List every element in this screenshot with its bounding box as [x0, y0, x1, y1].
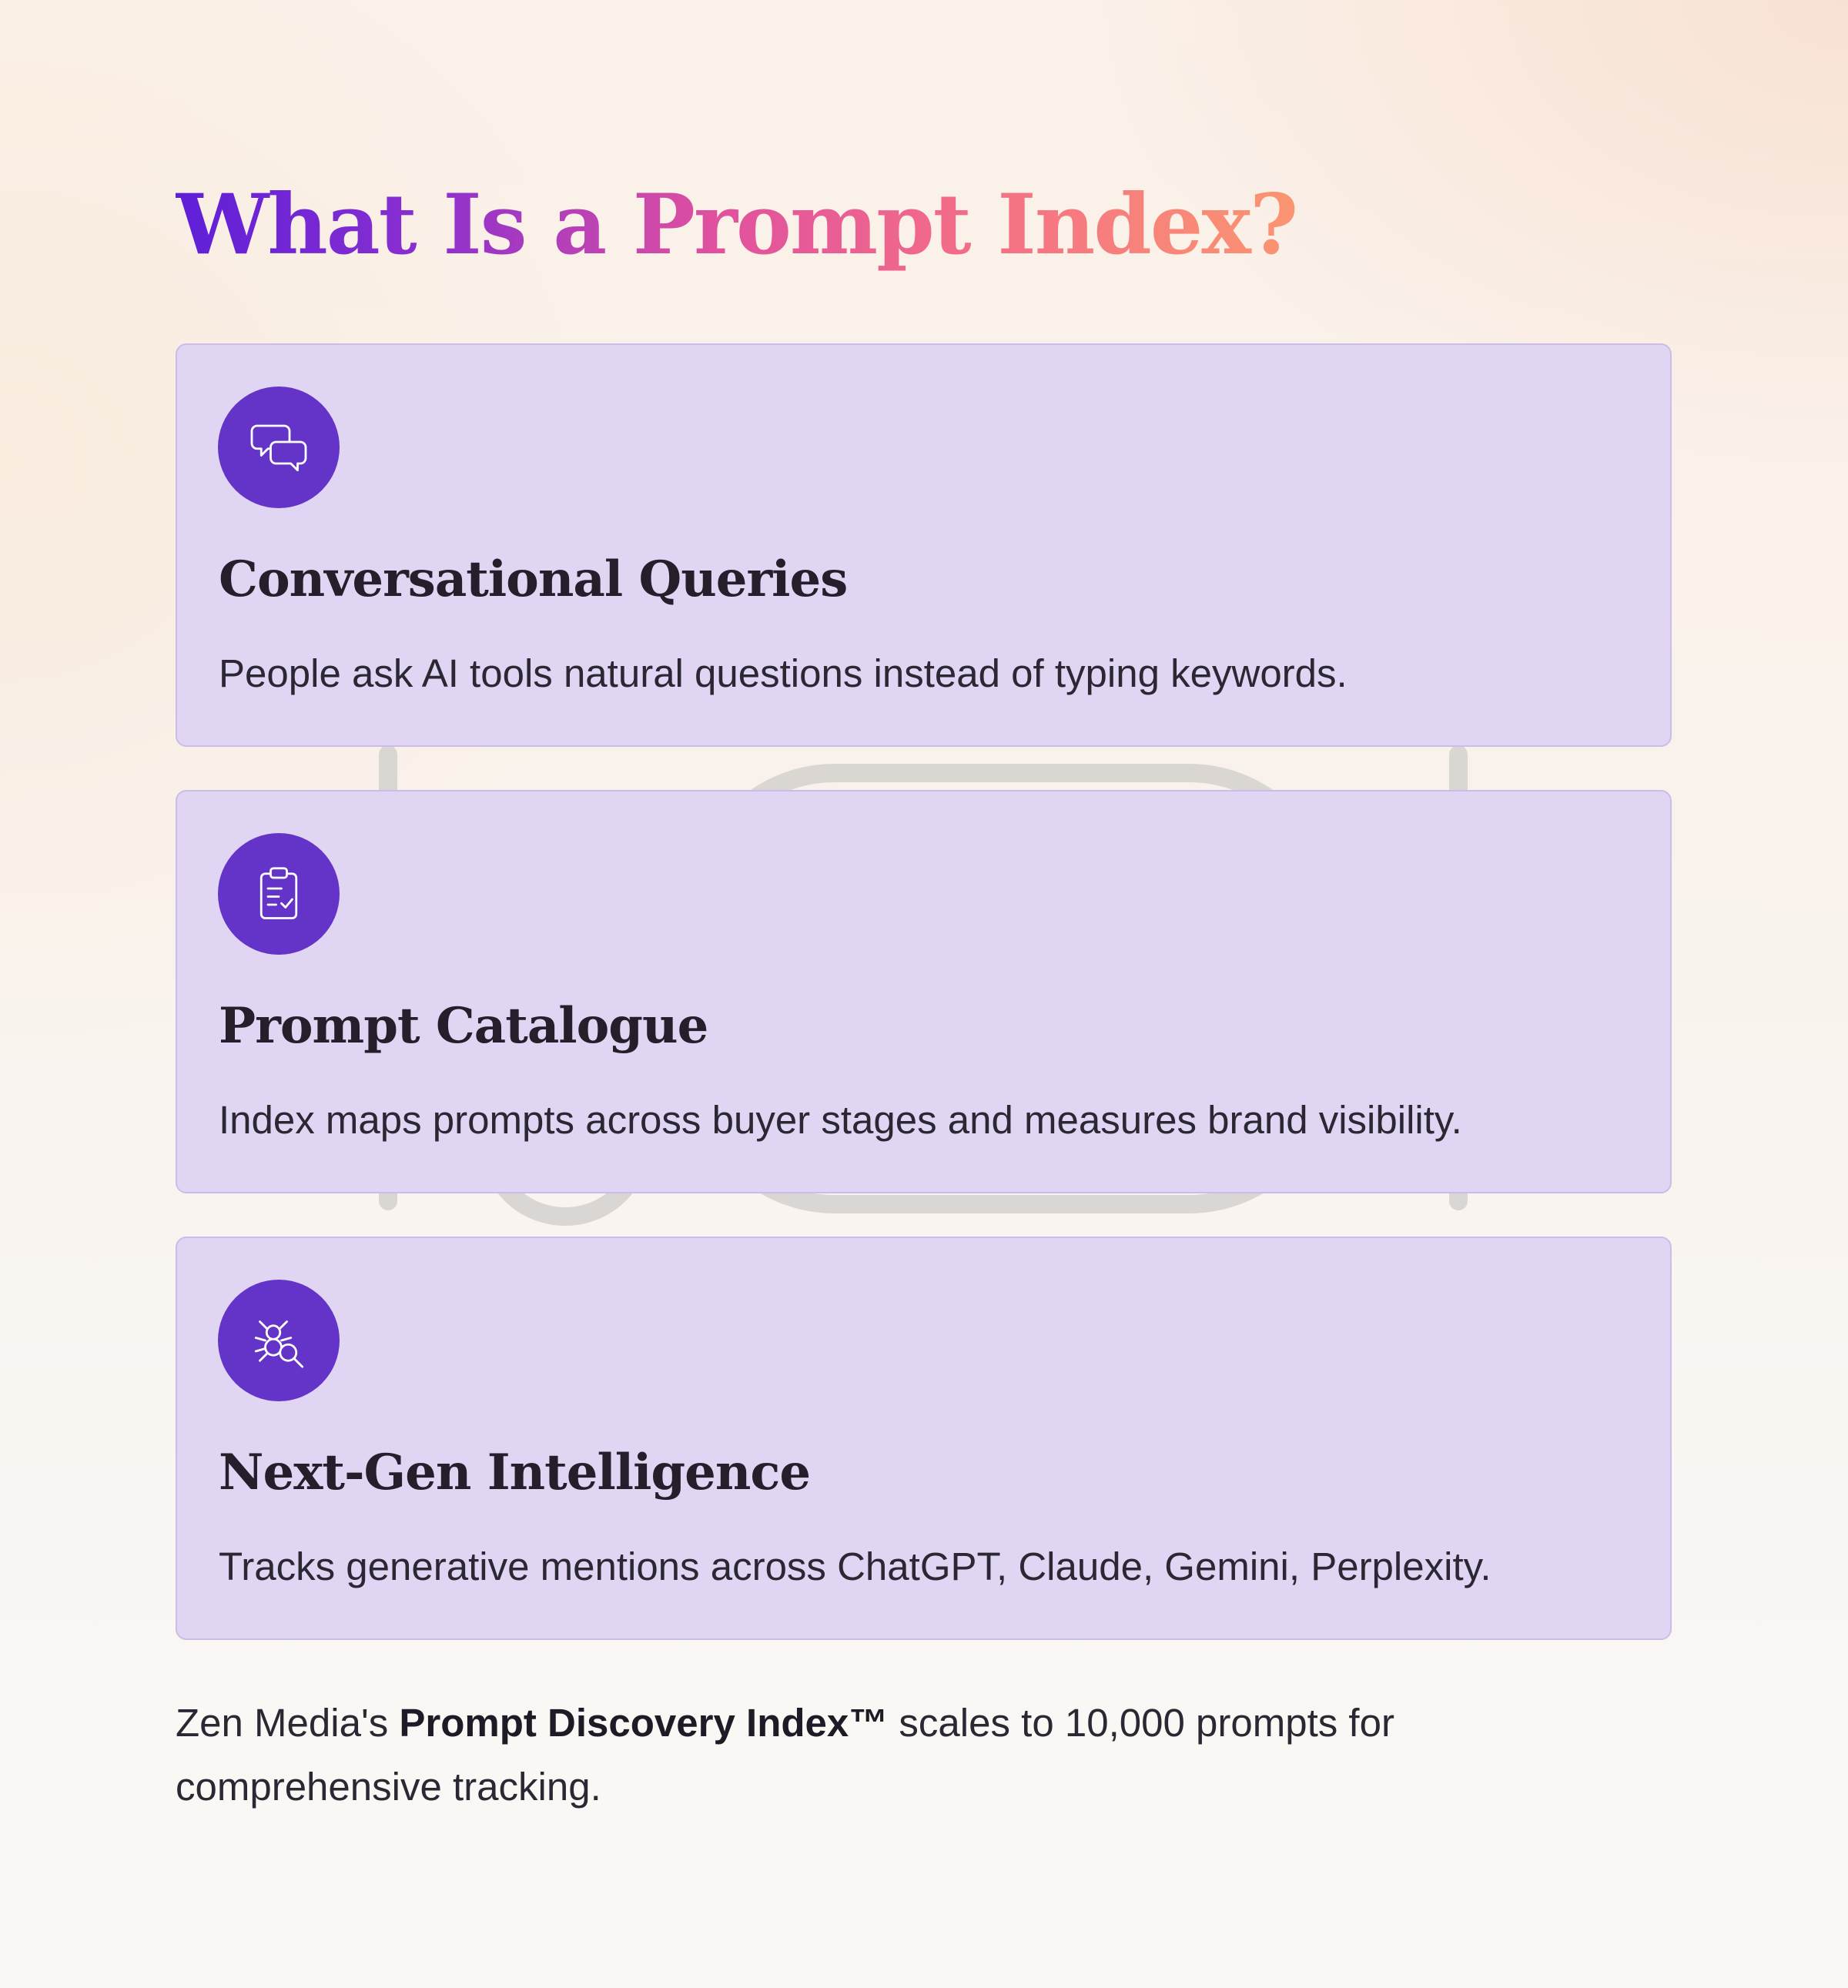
feature-card-conversational-queries: [176, 343, 1672, 747]
feature-card-prompt-catalogue: [176, 790, 1672, 1193]
spider-search-icon: [218, 1280, 340, 1401]
footer-note-suffix: scales to 10,000 prompts for comprehensive tracking.: [176, 1701, 1394, 1809]
card-title: Conversational Queries: [219, 551, 848, 608]
clipboard-check-icon: [218, 833, 340, 955]
card-description: Tracks generative mentions across ChatGPT, Claude, Gemini, Perplexity.: [219, 1545, 1491, 1588]
product-name: Prompt Discovery Index™: [399, 1701, 889, 1745]
chat-bubbles-icon: [218, 387, 340, 508]
footer-note-prefix: Zen Media's: [176, 1701, 400, 1745]
page-title: What Is a Prompt Index?: [176, 171, 1297, 279]
card-title: Next-Gen Intelligence: [219, 1444, 811, 1501]
card-title: Prompt Catalogue: [219, 997, 708, 1055]
card-description: Index maps prompts across buyer stages and measures brand visibility.: [219, 1098, 1462, 1142]
card-description: People ask AI tools natural questions instead of typing keywords.: [219, 651, 1348, 695]
footer-note: [176, 1691, 1639, 1819]
feature-card-next-gen-intelligence: [176, 1237, 1672, 1640]
